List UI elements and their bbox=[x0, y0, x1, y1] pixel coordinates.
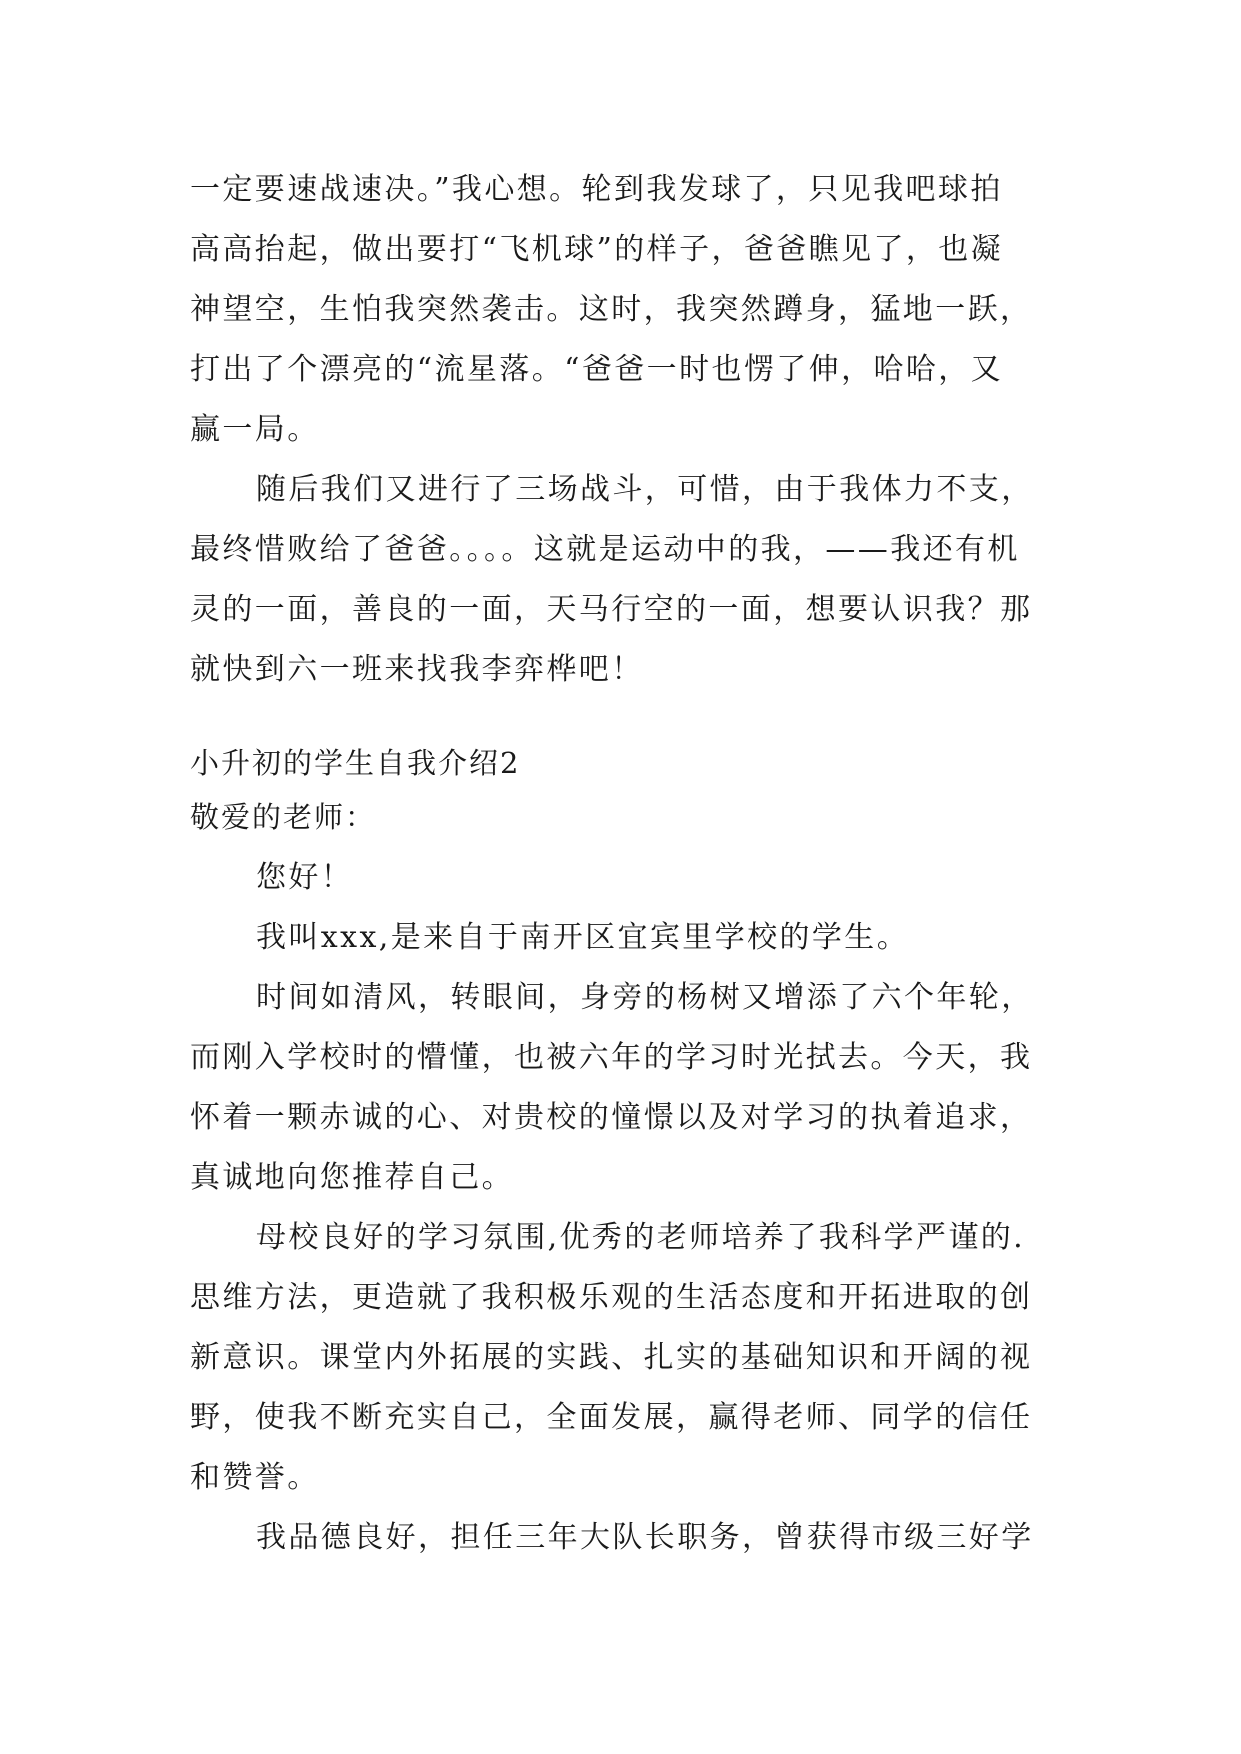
paragraph-line: 而刚入学校时的懵懂，也被六年的学习时光拭去。今天，我 bbox=[190, 1040, 1033, 1075]
paragraph-line: 神望空，生怕我突然袭击。这时，我突然蹲身，猛地一跃， bbox=[190, 292, 1033, 327]
paragraph-line: 母校良好的学习氛围,优秀的老师培养了我科学严谨的. bbox=[256, 1220, 1026, 1255]
paragraph-line: 我品德良好，担任三年大队长职务，曾获得市级三好学 bbox=[256, 1520, 1034, 1555]
paragraph-line: 思维方法，更造就了我积极乐观的生活态度和开拓进取的创 bbox=[190, 1280, 1033, 1315]
paragraph-line: 就快到六一班来找我李弈桦吧！ bbox=[190, 652, 644, 687]
intro-line: 我叫xxx,是来自于南开区宜宾里学校的学生。 bbox=[256, 920, 910, 955]
paragraph-line: 高高抬起，做出要打“飞机球”的样子，爸爸瞧见了，也凝 bbox=[190, 232, 1004, 267]
paragraph-line: 灵的一面，善良的一面，天马行空的一面，想要认识我？那 bbox=[190, 592, 1033, 627]
paragraph-line: 打出了个漂亮的“流星落。“爸爸一时也愣了伸，哈哈，又 bbox=[190, 352, 1004, 387]
paragraph-line: 野，使我不断充实自己，全面发展，赢得老师、同学的信任 bbox=[190, 1400, 1033, 1435]
paragraph-line: 赢一局。 bbox=[190, 412, 320, 447]
section-gap bbox=[190, 700, 1070, 736]
paragraph-line: 最终惜败给了爸爸。。。。这就是运动中的我，——我还有机 bbox=[190, 532, 1020, 567]
paragraph-line: 时间如清风，转眼间，身旁的杨树又增添了六个年轮， bbox=[256, 980, 1034, 1015]
section-title: 小升初的学生自我介绍2 bbox=[190, 746, 521, 780]
paragraph-line: 和赞誉。 bbox=[190, 1460, 320, 1495]
paragraph-line: 怀着一颗赤诚的心、对贵校的憧憬以及对学习的执着追求， bbox=[190, 1100, 1033, 1135]
document-body bbox=[190, 160, 1070, 1568]
salutation: 敬爱的老师： bbox=[190, 800, 377, 834]
paragraph-line: 一定要速战速决。”我心想。轮到我发球了，只见我吧球拍 bbox=[190, 172, 1003, 207]
paragraph-line: 真诚地向您推荐自己。 bbox=[190, 1160, 514, 1195]
greeting-line: 您好！ bbox=[256, 860, 354, 895]
paragraph-line: 随后我们又进行了三场战斗，可惜，由于我体力不支， bbox=[256, 472, 1034, 507]
paragraph-line: 新意识。课堂内外拓展的实践、扎实的基础知识和开阔的视 bbox=[190, 1340, 1033, 1375]
